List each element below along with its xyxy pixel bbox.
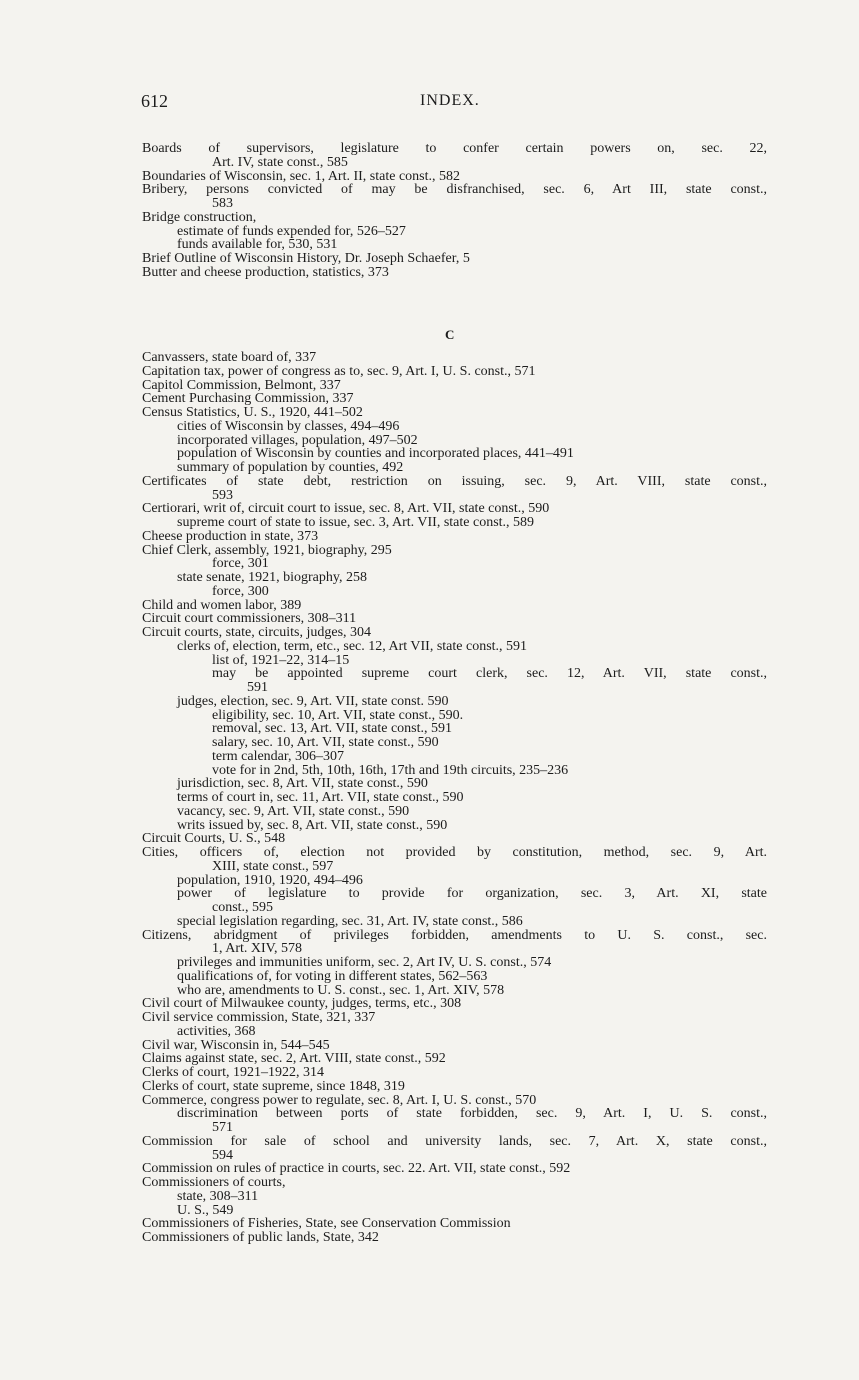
index-entry-text: Child and women labor, 389 [142, 597, 302, 613]
index-entry-text: Claims against state, sec. 2, Art. VIII, state const., 592 [142, 1051, 446, 1067]
index-entry [177, 970, 767, 984]
index-entry-text: writs issued by, sec. 8, Art. VII, state const., 590 [177, 817, 448, 833]
index-entry [142, 211, 767, 225]
index-entry-text: Chief Clerk, assembly, 1921, biography, 295 [142, 542, 392, 558]
index-entry [142, 183, 767, 211]
index-entry [177, 461, 767, 475]
index-entry-text: Census Statistics, U. S., 1920, 441–502 [142, 405, 363, 420]
index-entry-text: Bribery, persons convicted of may be disfranchised, sec. 6, Art III, state const., [142, 182, 767, 198]
index-entry [177, 1190, 767, 1204]
index-entry-text: power of legislature to provide for organization, sec. 3, Art. XI, state [177, 886, 767, 902]
index-entry [177, 516, 767, 530]
index-entry [177, 238, 767, 252]
index-section-b [0, 142, 859, 280]
index-entry [142, 392, 767, 406]
index-entry-text: Civil court of Milwaukee county, judges, terms, etc., 308 [142, 996, 462, 1012]
index-entry [177, 447, 767, 461]
index-entry [142, 997, 767, 1011]
index-entry [142, 846, 767, 874]
index-entry-text: Clerks of court, 1921–1922, 314 [142, 1065, 324, 1080]
index-entry-text: activities, 368 [177, 1023, 256, 1039]
index-entry-text: Commissioners of courts, [142, 1175, 286, 1190]
index-entry [142, 365, 767, 379]
index-entry-text: removal, sec. 13, Art. VII, state const., 591 [212, 721, 453, 737]
index-entry-text: Capitation tax, power of congress as to, sec. 9, Art. I, U. S. const., 571 [142, 363, 536, 379]
index-entry [142, 1039, 767, 1053]
index-entry [142, 1080, 767, 1094]
index-entry [142, 142, 767, 170]
index-entry-text: term calendar, 306–307 [212, 748, 345, 764]
index-entry-text: list of, 1921–22, 314–15 [212, 652, 350, 668]
index-entry [142, 1052, 767, 1066]
index-entry-continuation: 594 [212, 1147, 233, 1163]
index-entry-text: vacancy, sec. 9, Art. VII, state const., 590 [177, 803, 410, 819]
index-entry [142, 1217, 767, 1231]
index-entry [142, 1176, 767, 1190]
index-entry-text: incorporated villages, population, 497–502 [177, 432, 418, 448]
index-entry [212, 736, 767, 750]
index-entry-text: Circuit court commissioners, 308–311 [142, 611, 357, 627]
index-entry-text: jurisdiction, sec. 8, Art. VII, state const., 590 [177, 776, 428, 792]
index-entry-text: privileges and immunities uniform, sec. 2, Art IV, U. S. const., 574 [177, 955, 552, 970]
index-entry-text: funds available for, 530, 531 [177, 237, 338, 253]
index-entry [212, 654, 767, 668]
index-entry-text: Clerks of court, state supreme, since 1848, 319 [142, 1078, 405, 1094]
index-entry [177, 874, 767, 888]
index-entry [212, 557, 767, 571]
index-entry-text: summary of population by counties, 492 [177, 460, 404, 475]
index-entry-text: Boundaries of Wisconsin, sec. 1, Art. II, state const., 582 [142, 168, 461, 184]
section-letter-c: C [445, 327, 455, 342]
index-entry-text: force, 300 [212, 583, 269, 599]
index-entry-text: Cheese production in state, 373 [142, 528, 319, 544]
index-entry [177, 819, 767, 833]
index-entry-text: Bridge construction, [142, 209, 257, 225]
index-entry-text: force, 301 [212, 556, 269, 572]
index-entry-text: estimate of funds expended for, 526–527 [177, 223, 406, 239]
index-entry-text: Commerce, congress power to regulate, sec. 8, Art. I, U. S. const., 570 [142, 1092, 537, 1108]
index-entry [177, 887, 767, 915]
index-entry [142, 252, 767, 266]
index-entry [142, 1066, 767, 1080]
index-entry-text: Cement Purchasing Commission, 337 [142, 391, 354, 407]
index-entry-continuation: 1, Art. XIV, 578 [212, 941, 302, 957]
index-entry [177, 1107, 767, 1135]
index-entry [212, 750, 767, 764]
index-entry [142, 544, 767, 558]
index-entry-text: Cities, officers of, election not provided by constitution, method, sec. 9, Art. [142, 845, 767, 860]
index-entry-text: Certiorari, writ of, circuit court to issue, sec. 8, Art. VII, state const., 590 [142, 501, 550, 517]
index-entry-text: eligibility, sec. 10, Art. VII, state const., 590. [212, 707, 464, 723]
index-entry [177, 1025, 767, 1039]
index-entry [142, 266, 767, 280]
index-entry-continuation: 583 [212, 196, 233, 211]
running-head: INDEX. [420, 92, 480, 109]
index-entry [177, 777, 767, 791]
index-entry-text: Commission on rules of practice in courts, sec. 22. Art. VII, state const., 592 [142, 1161, 571, 1177]
index-entry-text: population of Wisconsin by counties and incorporated places, 441–491 [177, 446, 574, 462]
index-entry-continuation: 571 [212, 1120, 233, 1135]
index-entry-text: U. S., 549 [177, 1202, 234, 1218]
index-entry-text: terms of court in, sec. 11, Art. VII, state const., 590 [177, 790, 464, 805]
index-entry [142, 929, 767, 957]
index-entry-text: Certificates of state debt, restriction on issuing, sec. 9, Art. VIII, state const., [142, 473, 767, 489]
index-entry-text: judges, election, sec. 9, Art. VII, state const. 590 [177, 693, 449, 709]
index-entry [177, 571, 767, 585]
index-entry [142, 475, 767, 503]
index-entry [177, 434, 767, 448]
index-entry-text: vote for in 2nd, 5th, 10th, 16th, 17th and 19th circuits, 235–236 [212, 762, 569, 778]
index-entry-text: population, 1910, 1920, 494–496 [177, 872, 363, 888]
index-entry [212, 585, 767, 599]
index-entry-continuation: 593 [212, 487, 233, 503]
index-entry [177, 225, 767, 239]
index-entry [212, 709, 767, 723]
index-entry-text: Canvassers, state board of, 337 [142, 350, 317, 365]
index-entry-text: Commissioners of public lands, State, 342 [142, 1230, 379, 1245]
index-entry [212, 667, 767, 695]
index-entry-continuation: 591 [247, 680, 268, 695]
index-entry-text: Commission for sale of school and university lands, sec. 7, Art. X, state const., [142, 1133, 767, 1149]
index-entry [142, 530, 767, 544]
index-entry-continuation: const., 595 [212, 900, 274, 915]
index-entry [142, 1231, 767, 1245]
index-entry-text: Commissioners of Fisheries, State, see Conservation Commission [142, 1216, 511, 1232]
index-entry-text: special legislation regarding, sec. 31, Art. IV, state const., 586 [177, 913, 523, 929]
index-entry [142, 626, 767, 640]
index-entry-text: Circuit Courts, U. S., 548 [142, 831, 286, 847]
index-entry-text: may be appointed supreme court clerk, sec. 12, Art. VII, state const., [212, 666, 767, 682]
index-entry-text: cities of Wisconsin by classes, 494–496 [177, 418, 400, 434]
index-entry-text: Civil service commission, State, 321, 337 [142, 1010, 376, 1025]
index-entry-text: Boards of supervisors, legislature to confer certain powers on, sec. 22, [142, 141, 767, 156]
index-entry [142, 351, 767, 365]
index-entry [177, 915, 767, 929]
index-entry [177, 695, 767, 709]
index-entry-text: who are, amendments to U. S. const., sec. 1, Art. XIV, 578 [177, 982, 505, 998]
index-entry [142, 1011, 767, 1025]
index-entry [142, 599, 767, 613]
index-entry [142, 170, 767, 184]
index-entry [177, 956, 767, 970]
index-entry [177, 791, 767, 805]
index-entry [142, 502, 767, 516]
index-entry-text: Capitol Commission, Belmont, 337 [142, 377, 341, 393]
index-entry-text: Civil war, Wisconsin in, 544–545 [142, 1037, 330, 1053]
index-entry-text: Citizens, abridgment of privileges forbidden, amendments to U. S. const., sec. [142, 927, 767, 943]
index-entry [177, 984, 767, 998]
index-entry [212, 722, 767, 736]
index-entry-text: state senate, 1921, biography, 258 [177, 570, 367, 585]
index-entry-text: Butter and cheese production, statistics, 373 [142, 264, 389, 280]
index-entry [142, 406, 767, 420]
index-entry [142, 612, 767, 626]
index-entry-text: discrimination between ports of state forbidden, sec. 9, Art. I, U. S. const., [177, 1106, 767, 1122]
index-entry-text: Brief Outline of Wisconsin History, Dr. Joseph Schaefer, 5 [142, 251, 470, 266]
index-entry [212, 764, 767, 778]
index-entry [177, 420, 767, 434]
index-entry [177, 1204, 767, 1218]
index-entry-text: state, 308–311 [177, 1188, 259, 1204]
index-entry [177, 805, 767, 819]
index-entry-text: qualifications of, for voting in different states, 562–563 [177, 968, 488, 984]
index-section-c [0, 351, 859, 1245]
index-entry [177, 640, 767, 654]
index-entry [142, 1094, 767, 1108]
index-entry [142, 1135, 767, 1163]
index-entry [142, 379, 767, 393]
index-entry [142, 1162, 767, 1176]
index-entry-text: clerks of, election, term, etc., sec. 12, Art VII, state const., 591 [177, 638, 528, 654]
index-entry-text: salary, sec. 10, Art. VII, state const., 590 [212, 735, 439, 750]
index-entry-continuation: XIII, state const., 597 [212, 858, 334, 874]
index-entry-continuation: Art. IV, state const., 585 [212, 154, 348, 170]
index-entry-text: supreme court of state to issue, sec. 3, Art. VII, state const., 589 [177, 515, 535, 530]
page-number: 612 [141, 91, 168, 111]
index-entry [142, 832, 767, 846]
index-entry-text: Circuit courts, state, circuits, judges, 304 [142, 625, 372, 640]
